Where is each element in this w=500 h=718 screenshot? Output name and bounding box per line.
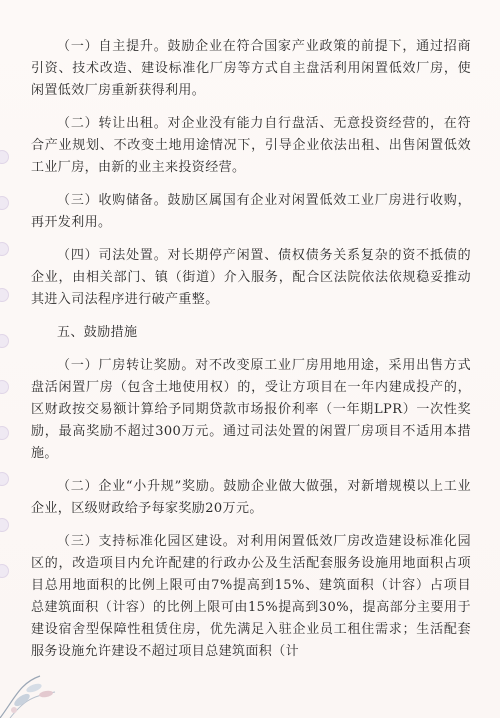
paragraph-self-upgrade: （一）自主提升。鼓励企业在符合国家产业政策的前提下，通过招商引资、技术改造、建设标准化厂房等方式自主盘活利用闲置低效厂房，使闲置低效厂房重新获得利用。 bbox=[31, 39, 471, 98]
paragraph-transfer-lease: （二）转让出租。对企业没有能力自行盘活、无意投资经营的，在符合产业规划、不改变土地用途情况下，引导企业依法出租、出售闲置低效工业厂房，由新的业主来投资经营。 bbox=[31, 116, 471, 175]
binding-dot bbox=[0, 564, 9, 578]
paragraph-small-to-scale-reward: （二）企业“小升规”奖励。鼓励企业做大做强，对新增规模以上工业企业，区级财政给予每家奖励20万元。 bbox=[31, 479, 471, 516]
binding-dot bbox=[0, 426, 9, 440]
paragraph-judicial-disposal: （四）司法处置。对长期停产闲置、债权债务关系复杂的资不抵债的企业，由相关部门、镇（街道）介入服务，配合区法院依法依规稳妥推动其进入司法程序进行破产重整。 bbox=[31, 248, 471, 307]
binding-dot bbox=[0, 380, 9, 394]
binding-dot bbox=[0, 288, 9, 302]
section-heading: 五、鼓励措施 bbox=[57, 325, 138, 340]
binding-dot bbox=[0, 472, 9, 486]
binding-dot bbox=[0, 242, 9, 256]
paragraph-acquisition-reserve: （三）收购储备。鼓励区属国有企业对闲置低效工业厂房进行收购，再开发利用。 bbox=[31, 193, 471, 230]
binding-dot bbox=[0, 196, 9, 210]
binding-dot bbox=[0, 334, 9, 348]
paragraph-standard-park: （三）支持标准化园区建设。对利用闲置低效厂房改造建设标准化园区的，改造项目内允许配建的行政办公及生活配套服务设施用地面积占项目总用地面积的比例上限可由7%提高到15%、建筑面积（计容）占项目总建筑面积（计容）的比例上限可由15%提高到30%，提高部分主要用于建设宿舍型保障性租赁住房，优先满足入驻企业员工租住需求；生活配套服务设施允许建设不超过项目总建筑面积（计 bbox=[31, 534, 471, 659]
binding-dots bbox=[0, 0, 14, 718]
binding-dot bbox=[0, 518, 9, 532]
paragraph-transfer-reward: （一）厂房转让奖励。对不改变原工业厂房用地用途，采用出售方式盘活闲置厂房（包含土地使用权）的，受让方项目在一年内建成投产的，区财政按交易额计算给予同期贷款市场报价利率（一年期LPR）一次性奖励，最高奖励不超过300万元。通过司法处置的闲置厂房项目不适用本措施。 bbox=[31, 358, 471, 461]
document-body bbox=[31, 36, 471, 674]
binding-dot bbox=[0, 150, 9, 164]
